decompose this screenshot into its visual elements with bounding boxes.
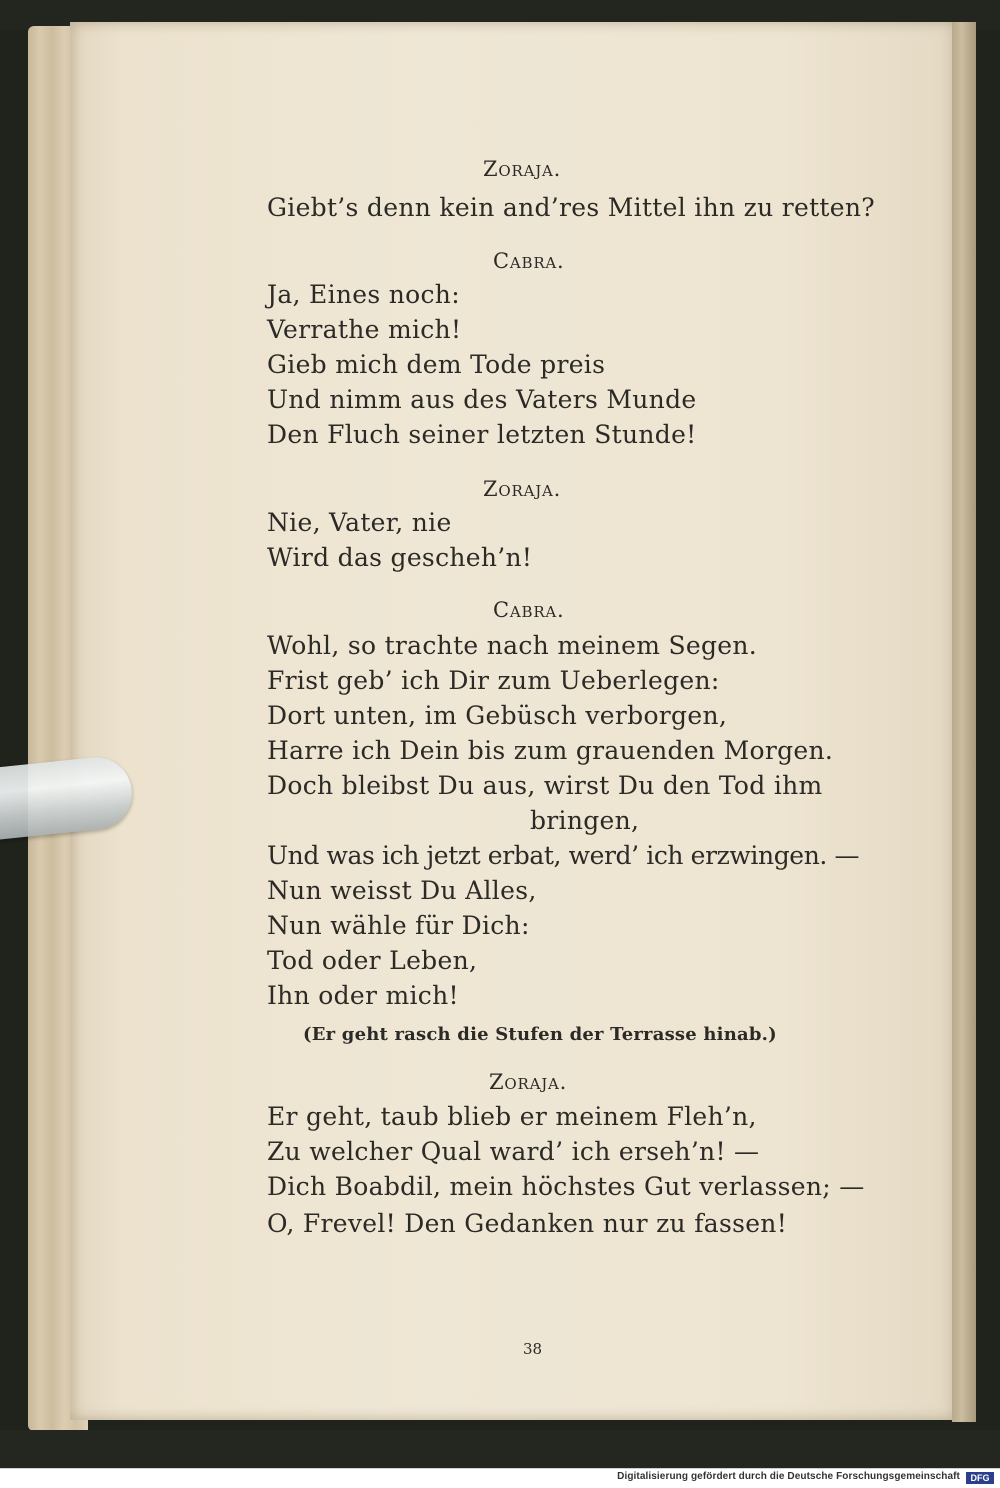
book-right-edge	[952, 22, 976, 1422]
footer-strip	[0, 1468, 1000, 1488]
verse-line: Zu welcher Qual ward’ ich erseh’n! —	[267, 1137, 760, 1166]
verse-line: Verrathe mich!	[267, 315, 462, 344]
verse-line: Wohl, so trachte nach meinem Segen.	[267, 631, 758, 660]
speaker-cabra: Cabra.	[493, 249, 565, 273]
verse-line: Nun weisst Du Alles,	[267, 876, 537, 905]
speaker-zoraja: Zoraja.	[489, 1070, 568, 1094]
verse-line: Und nimm aus des Vaters Munde	[267, 385, 697, 414]
verse-line: Dich Boabdil, mein höchstes Gut verlassen; —	[267, 1172, 865, 1201]
verse-line: Nun wähle für Dich:	[267, 911, 530, 940]
verse-line: Dort unten, im Gebüsch verborgen,	[267, 701, 728, 730]
verse-line: Nie, Vater, nie	[267, 508, 452, 537]
verse-line: Den Fluch seiner letzten Stunde!	[267, 420, 697, 449]
verse-line: Tod oder Leben,	[267, 946, 478, 975]
verse-line: Doch bleibst Du aus, wirst Du den Tod ihm	[267, 771, 823, 800]
speaker-cabra: Cabra.	[493, 598, 565, 622]
verse-line: Giebt’s denn kein and’res Mittel ihn zu retten?	[267, 193, 875, 222]
funding-credit: Digitalisierung gefördert durch die Deutsche Forschungsgemeinschaft	[617, 1471, 960, 1482]
verse-line: Frist geb’ ich Dir zum Ueberlegen:	[267, 666, 720, 695]
speaker-zoraja: Zoraja.	[483, 477, 562, 501]
stage-direction: (Er geht rasch die Stufen der Terrasse hinab.)	[303, 1024, 777, 1045]
verse-line: Ihn oder mich!	[267, 981, 459, 1010]
verse-line: Und was ich jetzt erbat, werd’ ich erzwingen. —	[267, 841, 860, 870]
verse-line: Wird das gescheh’n!	[267, 543, 533, 572]
background-bottom	[0, 1430, 1000, 1470]
verse-line: Harre ich Dein bis zum grauenden Morgen.	[267, 736, 834, 765]
page-number: 38	[523, 1340, 543, 1358]
verse-line: Gieb mich dem Tode preis	[267, 350, 606, 379]
verse-line-continuation: bringen,	[530, 806, 640, 835]
speaker-zoraja: Zoraja.	[483, 157, 562, 181]
dfg-logo: DFG	[966, 1472, 994, 1484]
verse-line: Ja, Eines noch:	[267, 280, 460, 309]
verse-line: O, Frevel! Den Gedanken nur zu fassen!	[267, 1209, 788, 1238]
verse-line: Er geht, taub blieb er meinem Fleh’n,	[267, 1102, 757, 1131]
